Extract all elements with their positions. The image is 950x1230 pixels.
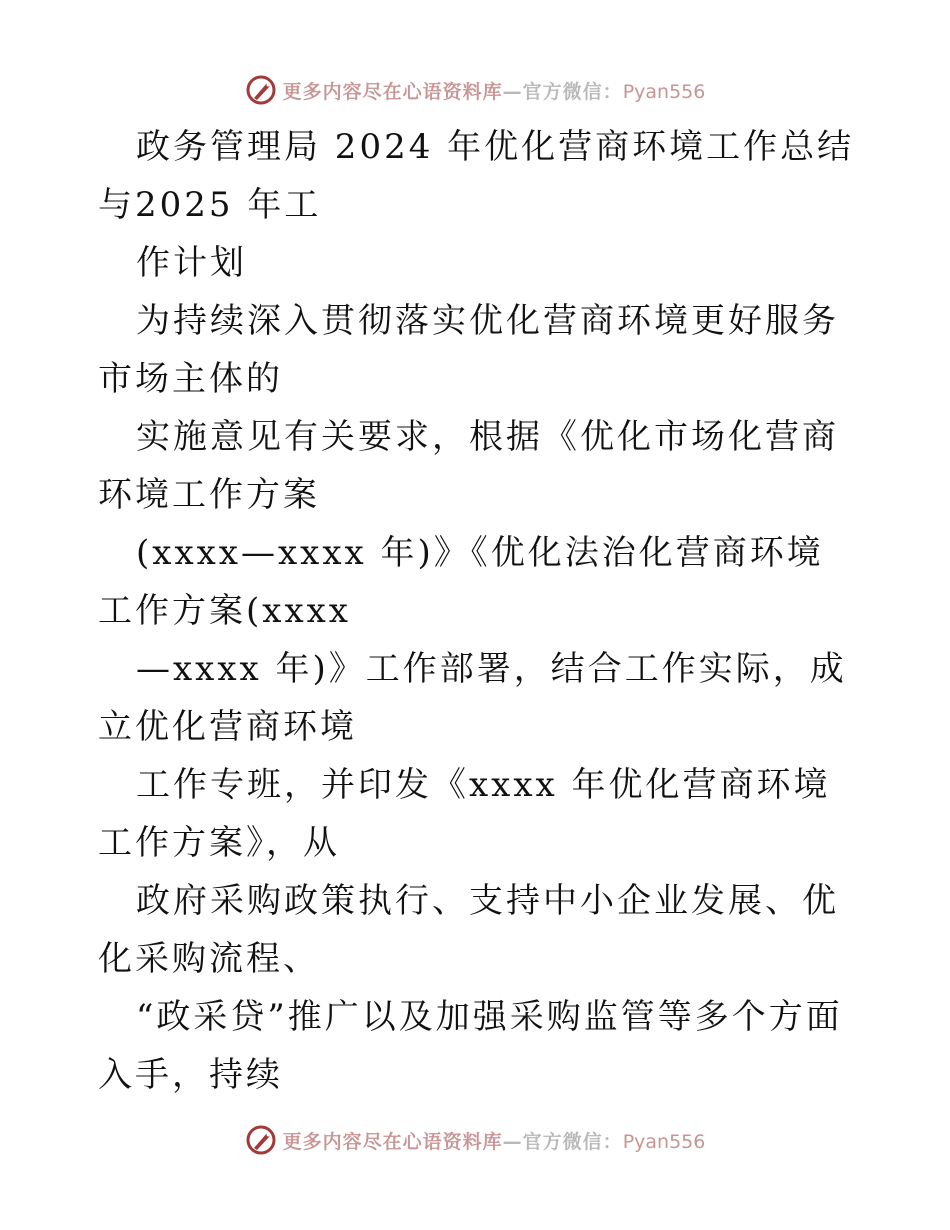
footer-watermark (0, 1120, 950, 1160)
watermark-id: Pyan556 (622, 1130, 706, 1153)
doc-line-9: “政采贷”推广以及加强采购监管等多个方面入手，持续 (98, 997, 843, 1095)
doc-line-2: 作计划 (136, 243, 247, 283)
header-watermark (0, 70, 950, 110)
doc-line-7: 工作专班，并印发《xxxx 年优化营商环境工作方案》，从 (98, 765, 831, 863)
doc-line-4: 实施意见有关要求，根据《优化市场化营商环境工作方案 (98, 417, 839, 515)
doc-line-5: (xxxx—xxxx 年)》《优化法治化营商环境工作方案(xxxx (98, 533, 824, 631)
watermark-main: 更多内容尽在心语资料库 (282, 80, 503, 103)
doc-line-6: —xxxx 年)》工作部署，结合工作实际，成立优化营商环境 (98, 649, 847, 747)
doc-line-3: 为持续深入贯彻落实优化营商环境更好服务市场主体的 (98, 301, 839, 399)
watermark-id: Pyan556 (622, 80, 706, 103)
watermark-text (283, 1127, 706, 1154)
watermark-rest: —官方微信： (502, 1130, 623, 1153)
watermark-text (283, 77, 706, 104)
watermark-main: 更多内容尽在心语资料库 (282, 1130, 503, 1153)
doc-line-8: 政府采购政策执行、支持中小企业发展、优化采购流程、 (98, 881, 839, 979)
pen-logo-icon (245, 1124, 277, 1156)
pen-logo-icon (245, 74, 277, 106)
doc-line-1: 政务管理局 2024 年优化营商环境工作总结与2025 年工 (98, 127, 855, 225)
document-body (98, 118, 858, 1104)
watermark-rest: —官方微信： (502, 80, 623, 103)
